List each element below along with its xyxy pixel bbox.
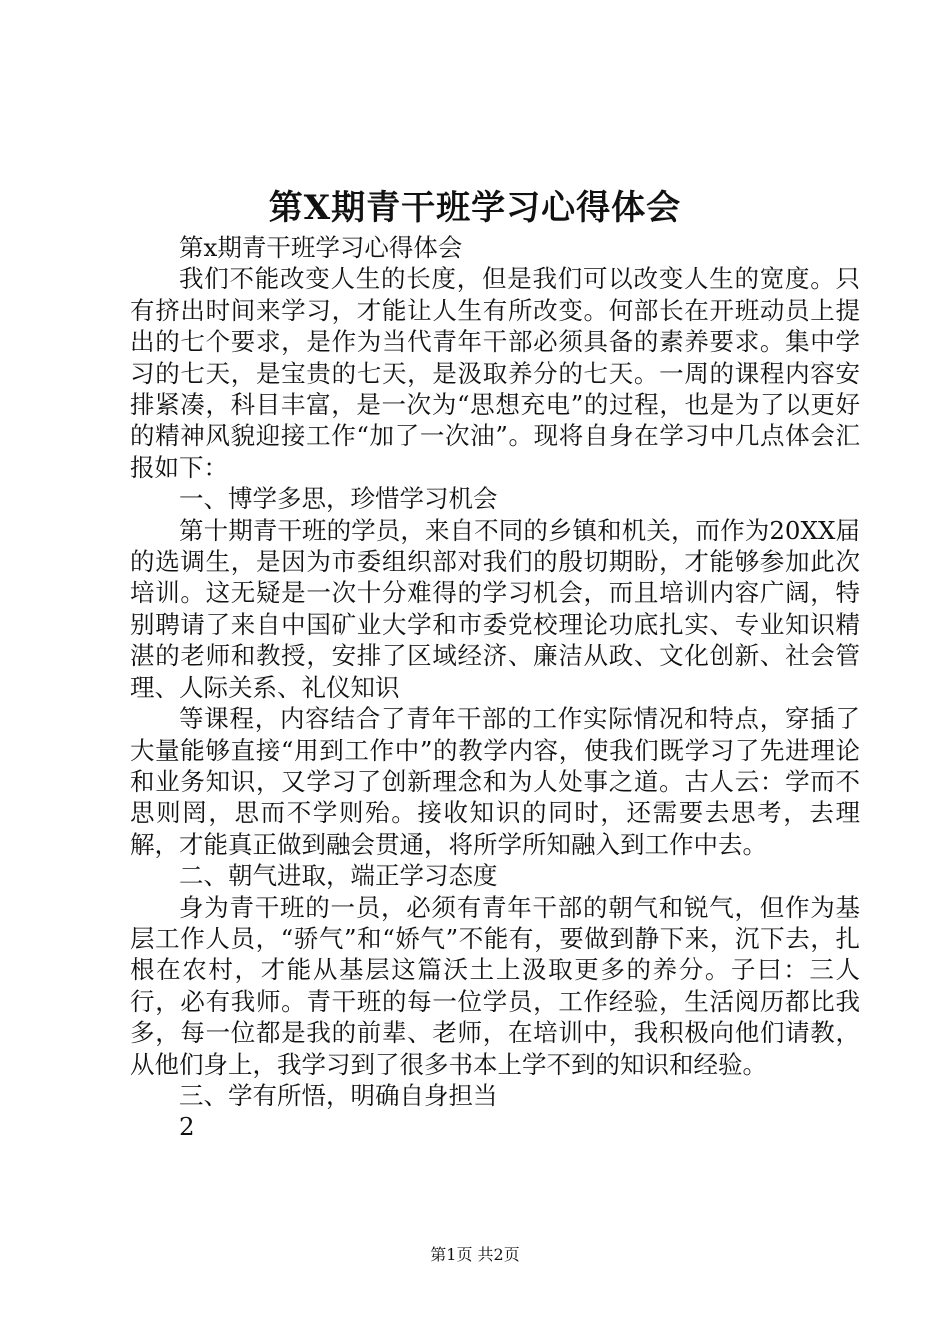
section-heading-1: 一、博学多思，珍惜学习机会 — [179, 484, 498, 514]
section-1-paragraph-1: 第十期青干班的学员，来自不同的乡镇和机关，而作为20XX届的选调生，是因为市委组织部对我们的殷切期盼，才能够参加此次培训。这无疑是一次十分难得的学习机会，而且培训内容广阔，特别聘请了来自中国矿业大学和市委党校理论功底扎实、专业知识精湛的老师和教授，安排了区域经济、廉洁从政、文化创新、社会管理、人际关系、礼仪知识 — [130, 515, 860, 702]
section-heading-3: 三、学有所悟，明确自身担当 — [179, 1080, 498, 1110]
subtitle-paragraph: 第x期青干班学习心得体会 — [179, 233, 463, 262]
intro-paragraph: 我们不能改变人生的长度，但是我们可以改变人生的宽度。只有挤出时间来学习，才能让人生有所改变。何部长在开班动员上提出的七个要求，是作为当代青年干部必须具备的素养要求。集中学习的七天，是宝贵的七天，是汲取养分的七天。一周的课程内容安排紧凑，科目丰富，是一次为“思想充电”的过程，也是为了以更好的精神风貌迎接工作“加了一次油”。现将自身在学习中几点体会汇报如下： — [130, 264, 860, 482]
document-title: 第X期青干班学习心得体会 — [268, 188, 682, 228]
section-heading-2: 二、朝气进取，端正学习态度 — [179, 861, 498, 891]
trailing-number: 2 — [179, 1112, 195, 1142]
section-2-paragraph: 身为青干班的一员，必须有青年干部的朝气和锐气，但作为基层工作人员，“骄气”和“娇气”不能有，要做到静下来，沉下去，扎根在农村，才能从基层这篇沃土上汲取更多的养分。子曰：三人行，必有我师。青干班的每一位学员，工作经验，生活阅历都比我多，每一位都是我的前辈、老师，在培训中，我积极向他们请教，从他们身上，我学习到了很多书本上学不到的知识和经验。 — [130, 892, 860, 1079]
page-footer: 第1页 共2页 — [430, 1245, 520, 1264]
document-body — [130, 232, 860, 1143]
section-1-paragraph-2: 等课程，内容结合了青年干部的工作实际情况和特点，穿插了大量能够直接“用到工作中”的教学内容，使我们既学习了先进理论和业务知识，又学习了创新理念和为人处事之道。古人云：学而不思则罔，思而不学则殆。接收知识的同时，还需要去思考，去理解，才能真正做到融会贯通，将所学所知融入到工作中去。 — [130, 704, 860, 859]
